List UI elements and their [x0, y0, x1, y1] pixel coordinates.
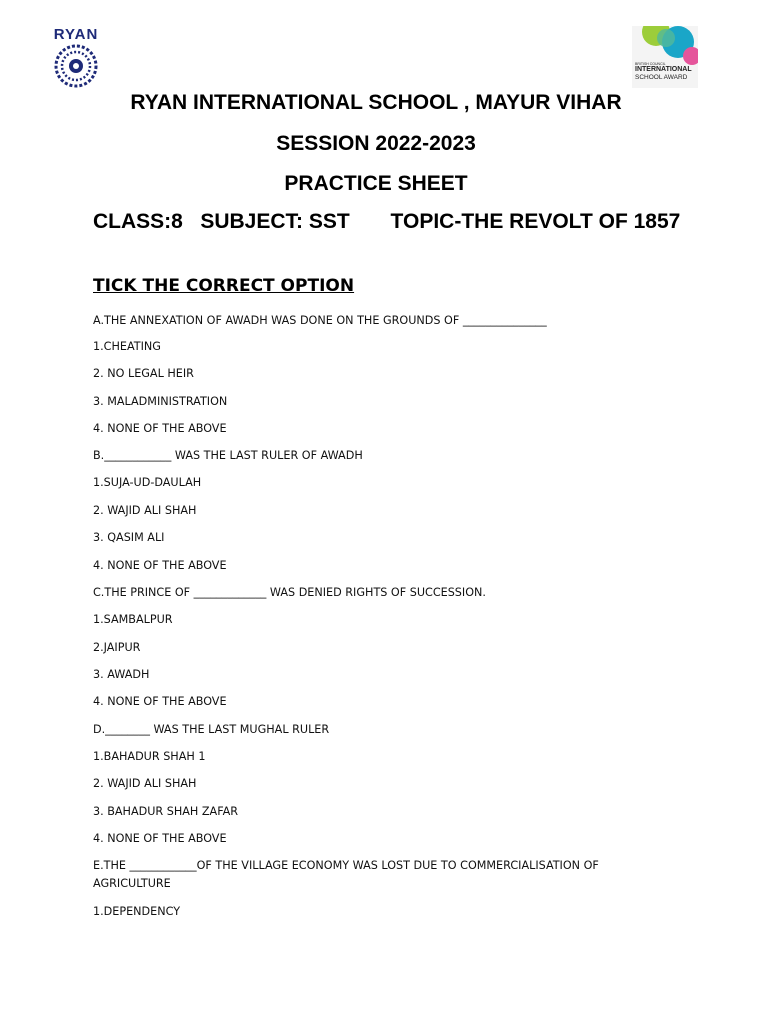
- award-caption-small: BRITISH COUNCIL: [635, 62, 666, 66]
- option-b3: 3. QASIM ALI: [93, 531, 165, 544]
- option-d4: 4. NONE OF THE ABOVE: [93, 832, 227, 845]
- sheet-heading: PRACTICE SHEET: [284, 172, 468, 195]
- option-a4: 4. NONE OF THE ABOVE: [93, 422, 227, 435]
- question-d: D.________ WAS THE LAST MUGHAL RULER: [93, 723, 330, 736]
- ryan-logo: [40, 26, 112, 90]
- ryan-logo-text: RYAN: [53, 26, 99, 43]
- section-title: TICK THE CORRECT OPTION: [93, 276, 355, 296]
- question-e: E.THE ____________OF THE VILLAGE ECONOMY WAS LOST DUE TO COMMERCIALISATION OF AGRICULTURE: [93, 859, 599, 890]
- award-emblem-icon: [632, 26, 698, 66]
- international-school-award-logo: [632, 26, 698, 88]
- session-heading: SESSION 2022-2023: [276, 132, 476, 155]
- question-c: C.THE PRINCE OF _____________ WAS DENIED RIGHTS OF SUCCESSION.: [93, 586, 486, 599]
- option-a2: 2. NO LEGAL HEIR: [93, 367, 194, 380]
- option-c2: 2.JAIPUR: [93, 641, 141, 654]
- option-a1: 1.CHEATING: [93, 340, 161, 353]
- option-d3: 3. BAHADUR SHAH ZAFAR: [93, 805, 239, 818]
- option-c1: 1.SAMBALPUR: [93, 613, 173, 626]
- award-caption-subtitle: SCHOOL AWARD: [635, 74, 688, 81]
- option-b1: 1.SUJA-UD-DAULAH: [93, 476, 202, 489]
- class-subject-topic: CLASS:8 SUBJECT: SST TOPIC-THE REVOLT OF 1857: [93, 210, 681, 233]
- school-name: RYAN INTERNATIONAL SCHOOL , MAYUR VIHAR: [130, 91, 622, 114]
- option-b2: 2. WAJID ALI SHAH: [93, 504, 197, 517]
- option-c3: 3. AWADH: [93, 668, 150, 681]
- option-d1: 1.BAHADUR SHAH 1: [93, 750, 206, 763]
- option-e1: 1.DEPENDENCY: [93, 905, 181, 918]
- option-b4: 4. NONE OF THE ABOVE: [93, 559, 227, 572]
- option-c4: 4. NONE OF THE ABOVE: [93, 695, 227, 708]
- option-a3: 3. MALADMINISTRATION: [93, 395, 228, 408]
- option-d2: 2. WAJID ALI SHAH: [93, 777, 197, 790]
- award-caption-title: INTERNATIONAL: [635, 66, 692, 73]
- wheel-emblem-icon: [54, 44, 98, 88]
- question-b: B.____________ WAS THE LAST RULER OF AWADH: [93, 449, 363, 462]
- award-caption: [635, 62, 697, 81]
- question-a: A.THE ANNEXATION OF AWADH WAS DONE ON THE GROUNDS OF _______________: [93, 314, 547, 327]
